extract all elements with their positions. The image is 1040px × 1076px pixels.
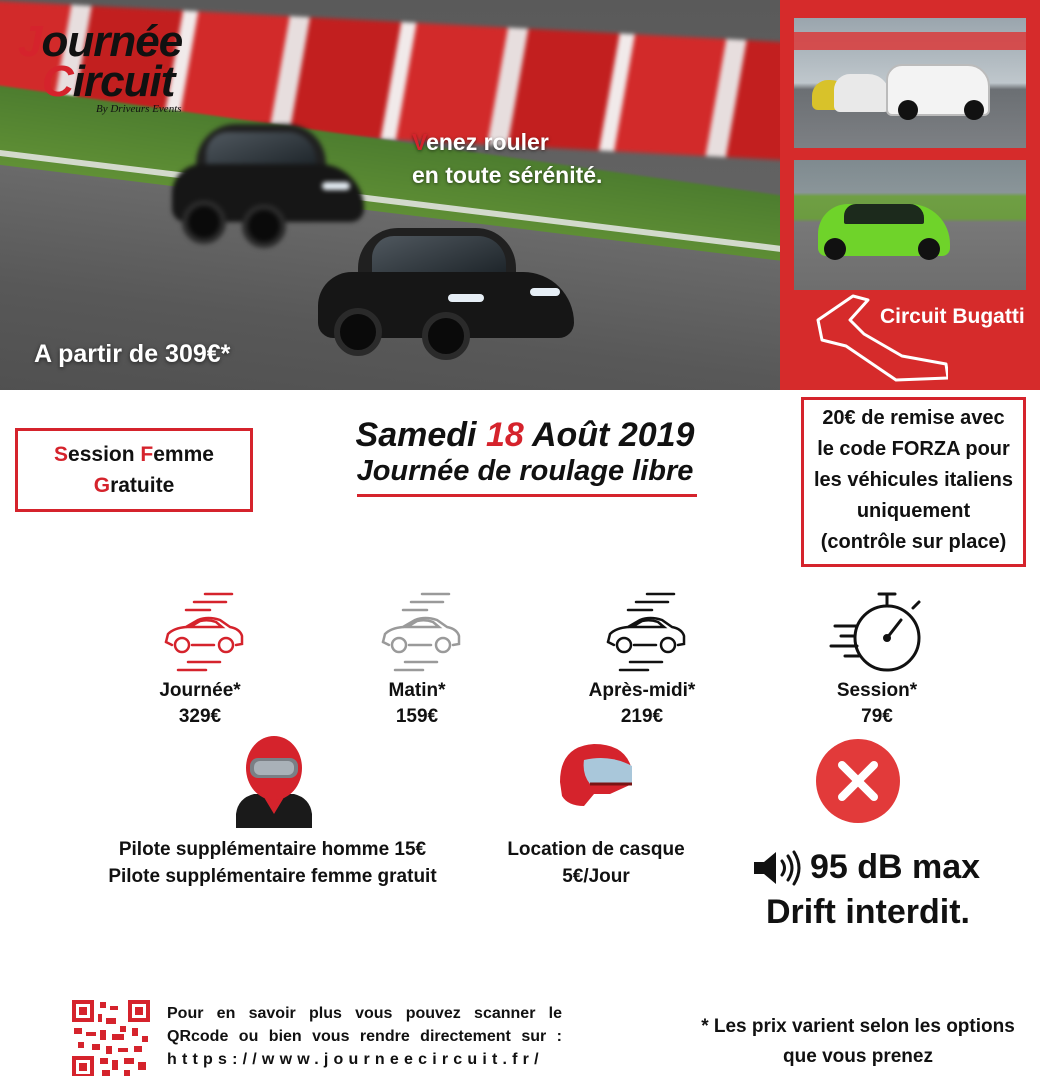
speaker-icon bbox=[752, 850, 802, 886]
noise-limit: 95 dB max bbox=[810, 848, 981, 886]
hero-banner bbox=[0, 0, 1040, 390]
black-car-icon bbox=[592, 590, 692, 678]
racing-cars-photo bbox=[794, 18, 1026, 148]
price-session: Session* 79€ bbox=[777, 590, 977, 730]
circuit-name: Circuit Bugatti bbox=[880, 305, 1025, 328]
pilote-supplementaire-text: Pilote supplémentaire homme 15€ Pilote supplémentaire femme gratuit bbox=[108, 839, 437, 887]
forbidden-icon bbox=[816, 739, 900, 823]
rules-block bbox=[752, 845, 1012, 935]
remise-box: 20€ de remise avec le code FORZA pour les véhicules italiens uniquement (contrôle sur place) bbox=[801, 397, 1026, 567]
session-femme-box: Session Femme Gratuite bbox=[15, 428, 253, 512]
slogan: Venez rouler en toute sérénité. bbox=[412, 129, 603, 188]
starting-price: A partir de 309€* bbox=[34, 340, 231, 368]
stopwatch-icon bbox=[827, 590, 927, 678]
coupe-car-image bbox=[318, 222, 578, 360]
helmet-icon bbox=[554, 740, 636, 810]
green-supercar-photo bbox=[794, 160, 1026, 290]
location-casque-text: Location de casque 5€/Jour bbox=[507, 839, 685, 887]
price-matin: Matin* 159€ bbox=[317, 590, 517, 730]
red-car-icon bbox=[150, 590, 250, 678]
event-date: Samedi 18 Août 2019 Journée de roulage libre bbox=[300, 418, 750, 489]
pilot-icon bbox=[228, 734, 320, 828]
journee-circuit-logo: Journée Circuit By Driveurs Events bbox=[18, 22, 208, 115]
price-apres-midi: Après-midi* 219€ bbox=[542, 590, 742, 730]
price-note: * Les prix varient selon les options que vous prenez bbox=[701, 1016, 1015, 1067]
price-journee: Journée* 329€ bbox=[100, 590, 300, 730]
website-link[interactable]: https://www.journeecircuit.fr/ bbox=[167, 1051, 544, 1068]
qr-code-icon bbox=[72, 1000, 150, 1076]
footer-info: Pour en savoir plus vous pouvez scanner le QRcode ou bien vous rendre directement sur : https://www.journeecircuit.fr/ bbox=[167, 1002, 562, 1071]
drift-rule: Drift interdit. bbox=[766, 893, 970, 931]
logo-byline: By Driveurs Events bbox=[96, 103, 182, 115]
grey-car-icon bbox=[367, 590, 467, 678]
date-underline bbox=[357, 494, 697, 497]
event-subtitle: Journée de roulage libre bbox=[356, 455, 694, 487]
